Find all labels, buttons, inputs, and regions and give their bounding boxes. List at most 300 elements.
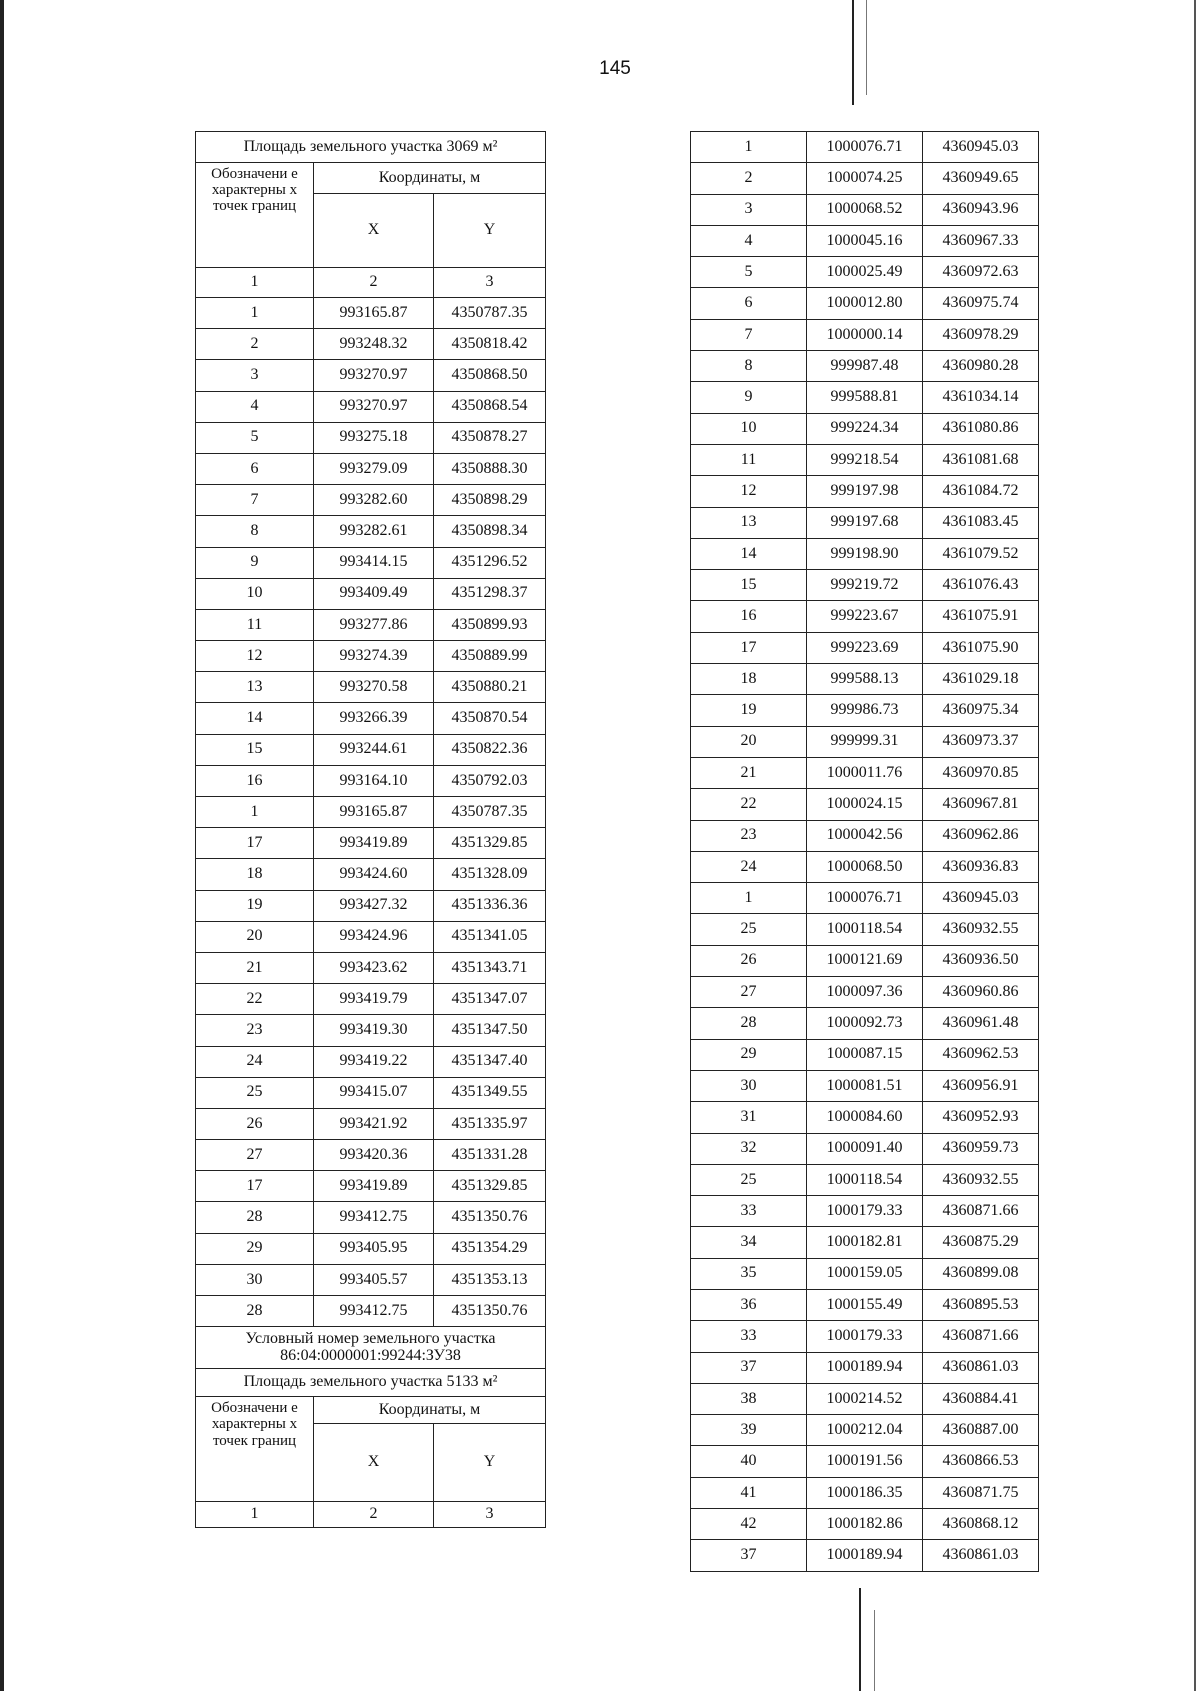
- x-header-2: X: [314, 1424, 434, 1502]
- x-value: 999588.13: [807, 664, 923, 695]
- x-value: 1000189.94: [807, 1352, 923, 1383]
- y-value: 4350792.03: [434, 765, 546, 796]
- point-number: 25: [691, 1164, 807, 1195]
- x-value: 993165.87: [314, 797, 434, 828]
- point-number: 17: [196, 828, 314, 859]
- x-value: 999197.68: [807, 507, 923, 538]
- coords-header-2: Координаты, м: [314, 1397, 546, 1424]
- table-row: [691, 1415, 1039, 1446]
- y-value: 4350868.50: [434, 360, 546, 391]
- point-number: 34: [691, 1227, 807, 1258]
- point-number: 18: [691, 664, 807, 695]
- point-number: 7: [196, 485, 314, 516]
- y-value: 4351296.52: [434, 547, 546, 578]
- x-value: 993424.60: [314, 859, 434, 890]
- scan-edge-bottom-right-2: [874, 1610, 875, 1691]
- y-value: 4360961.48: [923, 1008, 1039, 1039]
- coordinates-table-right: [690, 131, 1039, 1572]
- table-row: [691, 789, 1039, 820]
- y-value: 4350822.36: [434, 734, 546, 765]
- point-number: 32: [691, 1133, 807, 1164]
- x-value: 993270.97: [314, 391, 434, 422]
- point-number: 15: [691, 570, 807, 601]
- y-header: Y: [434, 194, 546, 268]
- x-value: 993412.75: [314, 1296, 434, 1327]
- x-value: 993424.96: [314, 921, 434, 952]
- point-number: 4: [196, 391, 314, 422]
- point-number: 1: [691, 883, 807, 914]
- x-value: 999223.67: [807, 601, 923, 632]
- x-value: 999987.48: [807, 351, 923, 382]
- x-value: 993164.10: [314, 765, 434, 796]
- x-value: 993421.92: [314, 1108, 434, 1139]
- y-value: 4360960.86: [923, 977, 1039, 1008]
- table-row: [691, 194, 1039, 225]
- x-value: 1000011.76: [807, 757, 923, 788]
- x-value: 993423.62: [314, 952, 434, 983]
- y-value: 4360943.96: [923, 194, 1039, 225]
- x-value: 1000087.15: [807, 1039, 923, 1070]
- table-row: [691, 1540, 1039, 1571]
- x-value: 999198.90: [807, 538, 923, 569]
- point-number: 17: [691, 632, 807, 663]
- x-value: 1000024.15: [807, 789, 923, 820]
- y-value: 4360970.85: [923, 757, 1039, 788]
- col-number: 3: [434, 268, 546, 298]
- point-number: 2: [691, 163, 807, 194]
- y-value: 4351328.09: [434, 859, 546, 890]
- point-number: 28: [691, 1008, 807, 1039]
- y-value: 4360980.28: [923, 351, 1039, 382]
- point-number: 30: [196, 1264, 314, 1295]
- table-row: [691, 1102, 1039, 1133]
- y-value: 4350880.21: [434, 672, 546, 703]
- point-number: 38: [691, 1383, 807, 1414]
- x-value: 993244.61: [314, 734, 434, 765]
- col-number-2: 1: [196, 1502, 314, 1528]
- point-number: 13: [691, 507, 807, 538]
- table-row: [691, 1289, 1039, 1320]
- table-row: [691, 288, 1039, 319]
- y-value: 4361034.14: [923, 382, 1039, 413]
- x-value: 999986.73: [807, 695, 923, 726]
- x-value: 999223.69: [807, 632, 923, 663]
- y-value: 4361080.86: [923, 413, 1039, 444]
- table-row: [691, 413, 1039, 444]
- scan-edge-right: [1194, 0, 1196, 1691]
- x-value: 1000045.16: [807, 225, 923, 256]
- table-row: [691, 1321, 1039, 1352]
- table-row: [196, 672, 546, 703]
- point-number: 1: [196, 298, 314, 329]
- y-value: 4360868.12: [923, 1509, 1039, 1540]
- point-number: 22: [196, 984, 314, 1015]
- table-row: [196, 360, 546, 391]
- point-number: 31: [691, 1102, 807, 1133]
- table-row: [691, 476, 1039, 507]
- table-row: [691, 1070, 1039, 1101]
- x-value: 1000179.33: [807, 1321, 923, 1352]
- y-value: 4350868.54: [434, 391, 546, 422]
- y-value: 4360945.03: [923, 883, 1039, 914]
- coords-header: Координаты, м: [314, 163, 546, 194]
- point-number: 13: [196, 672, 314, 703]
- point-number: 30: [691, 1070, 807, 1101]
- table-row: [691, 444, 1039, 475]
- point-number: 5: [691, 257, 807, 288]
- y-value: 4351331.28: [434, 1140, 546, 1171]
- y-value: 4350878.27: [434, 422, 546, 453]
- y-value: 4360899.08: [923, 1258, 1039, 1289]
- table-row: [691, 1509, 1039, 1540]
- table-row: [196, 1171, 546, 1202]
- table-row: [691, 257, 1039, 288]
- x-value: 1000025.49: [807, 257, 923, 288]
- table-row: [691, 1477, 1039, 1508]
- y-value: 4351350.76: [434, 1202, 546, 1233]
- point-number: 20: [691, 726, 807, 757]
- y-value: 4360871.75: [923, 1477, 1039, 1508]
- table-row: [691, 1258, 1039, 1289]
- table-row: [196, 641, 546, 672]
- point-number: 24: [196, 1046, 314, 1077]
- y-value: 4351329.85: [434, 1171, 546, 1202]
- x-value: 993414.15: [314, 547, 434, 578]
- x-value: 1000186.35: [807, 1477, 923, 1508]
- table-row: [691, 945, 1039, 976]
- point-number: 18: [196, 859, 314, 890]
- point-number: 1: [691, 132, 807, 163]
- x-value: 993427.32: [314, 890, 434, 921]
- table-row: [196, 952, 546, 983]
- table-row: [196, 1077, 546, 1108]
- point-number: 27: [196, 1140, 314, 1171]
- point-number: 25: [691, 914, 807, 945]
- table-row: [691, 1196, 1039, 1227]
- point-number: 4: [691, 225, 807, 256]
- table-row: [196, 1108, 546, 1139]
- point-number: 19: [196, 890, 314, 921]
- area-title-2: Площадь земельного участка 5133 м²: [196, 1369, 546, 1397]
- point-number: 3: [691, 194, 807, 225]
- y-value: 4360949.65: [923, 163, 1039, 194]
- y-value: 4361081.68: [923, 444, 1039, 475]
- y-value: 4361075.90: [923, 632, 1039, 663]
- y-value: 4360871.66: [923, 1321, 1039, 1352]
- y-value: 4360861.03: [923, 1540, 1039, 1571]
- x-value: 1000182.86: [807, 1509, 923, 1540]
- point-number: 3: [196, 360, 314, 391]
- table-row: [196, 1233, 546, 1264]
- point-number: 7: [691, 319, 807, 350]
- x-value: 1000068.50: [807, 851, 923, 882]
- x-value: 1000159.05: [807, 1258, 923, 1289]
- point-number: 14: [691, 538, 807, 569]
- y-value: 4360936.83: [923, 851, 1039, 882]
- scan-edge-bottom-right: [859, 1588, 861, 1691]
- point-number: 22: [691, 789, 807, 820]
- y-value: 4350870.54: [434, 703, 546, 734]
- point-number: 5: [196, 422, 314, 453]
- col-number-2: 3: [434, 1502, 546, 1528]
- point-number: 27: [691, 977, 807, 1008]
- x-value: 993412.75: [314, 1202, 434, 1233]
- table-row: [691, 507, 1039, 538]
- x-value: 1000189.94: [807, 1540, 923, 1571]
- x-value: 1000076.71: [807, 883, 923, 914]
- x-value: 999219.72: [807, 570, 923, 601]
- point-number: 10: [691, 413, 807, 444]
- y-value: 4351343.71: [434, 952, 546, 983]
- scan-edge-left: [0, 0, 4, 1691]
- y-value: 4361029.18: [923, 664, 1039, 695]
- x-value: 1000191.56: [807, 1446, 923, 1477]
- table-row: [691, 1164, 1039, 1195]
- y-value: 4360895.53: [923, 1289, 1039, 1320]
- x-value: 993409.49: [314, 578, 434, 609]
- point-number: 6: [691, 288, 807, 319]
- y-value: 4360962.53: [923, 1039, 1039, 1070]
- point-number: 37: [691, 1540, 807, 1571]
- x-value: 1000074.25: [807, 163, 923, 194]
- x-value: 1000084.60: [807, 1102, 923, 1133]
- x-value: 993277.86: [314, 609, 434, 640]
- y-value: 4360936.50: [923, 945, 1039, 976]
- x-value: 993274.39: [314, 641, 434, 672]
- y-value: 4361076.43: [923, 570, 1039, 601]
- x-value: 993248.32: [314, 329, 434, 360]
- table-row: [691, 664, 1039, 695]
- table-row: [196, 921, 546, 952]
- table-row: [196, 734, 546, 765]
- point-number: 28: [196, 1202, 314, 1233]
- table-row: [691, 914, 1039, 945]
- y-value: 4351341.05: [434, 921, 546, 952]
- point-number: 26: [196, 1108, 314, 1139]
- y-value: 4351298.37: [434, 578, 546, 609]
- x-value: 1000097.36: [807, 977, 923, 1008]
- x-value: 993419.22: [314, 1046, 434, 1077]
- table-row: [196, 298, 546, 329]
- table-row: [691, 225, 1039, 256]
- point-number: 29: [691, 1039, 807, 1070]
- point-number: 8: [196, 516, 314, 547]
- table-row: [196, 1296, 546, 1327]
- x-value: 993270.97: [314, 360, 434, 391]
- y-value: 4361083.45: [923, 507, 1039, 538]
- table-row: [196, 828, 546, 859]
- x-value: 1000118.54: [807, 1164, 923, 1195]
- table-row: [691, 1008, 1039, 1039]
- point-number: 12: [691, 476, 807, 507]
- point-number: 1: [196, 797, 314, 828]
- y-value: 4350898.29: [434, 485, 546, 516]
- table-row: [691, 1352, 1039, 1383]
- x-value: 993165.87: [314, 298, 434, 329]
- y-value: 4351347.40: [434, 1046, 546, 1077]
- table-row: [196, 1015, 546, 1046]
- y-value: 4360967.33: [923, 225, 1039, 256]
- x-value: 993419.79: [314, 984, 434, 1015]
- table-row: [196, 1140, 546, 1171]
- point-number: 20: [196, 921, 314, 952]
- y-value: 4360956.91: [923, 1070, 1039, 1101]
- y-value: 4360884.41: [923, 1383, 1039, 1414]
- y-value: 4360932.55: [923, 914, 1039, 945]
- point-number: 17: [196, 1171, 314, 1202]
- x-value: 993420.36: [314, 1140, 434, 1171]
- x-value: 1000214.52: [807, 1383, 923, 1414]
- x-value: 1000121.69: [807, 945, 923, 976]
- scan-edge-top-right-2: [866, 0, 867, 95]
- table-row: [691, 1039, 1039, 1070]
- table-row: [196, 609, 546, 640]
- x-value: 993279.09: [314, 453, 434, 484]
- point-number: 35: [691, 1258, 807, 1289]
- point-number: 11: [691, 444, 807, 475]
- x-value: 993266.39: [314, 703, 434, 734]
- y-value: 4360861.03: [923, 1352, 1039, 1383]
- designation-header-2: Обозначени е характерны х точек границ: [196, 1397, 314, 1502]
- point-number: 16: [196, 765, 314, 796]
- y-value: 4360866.53: [923, 1446, 1039, 1477]
- col-number: 2: [314, 268, 434, 298]
- x-value: 999588.81: [807, 382, 923, 413]
- x-value: 993405.95: [314, 1233, 434, 1264]
- point-number: 23: [691, 820, 807, 851]
- y-value: 4361084.72: [923, 476, 1039, 507]
- table-row: [691, 1227, 1039, 1258]
- point-number: 41: [691, 1477, 807, 1508]
- table-row: [691, 1383, 1039, 1414]
- point-number: 11: [196, 609, 314, 640]
- point-number: 2: [196, 329, 314, 360]
- y-value: 4360932.55: [923, 1164, 1039, 1195]
- point-number: 37: [691, 1352, 807, 1383]
- x-value: 1000179.33: [807, 1196, 923, 1227]
- table-row: [196, 765, 546, 796]
- point-number: 24: [691, 851, 807, 882]
- point-number: 29: [196, 1233, 314, 1264]
- point-number: 21: [691, 757, 807, 788]
- table-row: [196, 1202, 546, 1233]
- x-value: 993419.89: [314, 1171, 434, 1202]
- scan-edge-top-right: [852, 0, 854, 105]
- y-value: 4351335.97: [434, 1108, 546, 1139]
- col-number-2: 2: [314, 1502, 434, 1528]
- point-number: 15: [196, 734, 314, 765]
- point-number: 42: [691, 1509, 807, 1540]
- y-value: 4360973.37: [923, 726, 1039, 757]
- point-number: 25: [196, 1077, 314, 1108]
- point-number: 36: [691, 1289, 807, 1320]
- x-value: 1000012.80: [807, 288, 923, 319]
- table-row: [196, 984, 546, 1015]
- x-value: 993282.60: [314, 485, 434, 516]
- table-row: [691, 601, 1039, 632]
- x-value: 993270.58: [314, 672, 434, 703]
- designation-header: Обозначени е характерны х точек границ: [196, 163, 314, 268]
- x-value: 999197.98: [807, 476, 923, 507]
- y-header-2: Y: [434, 1424, 546, 1502]
- x-value: 993419.30: [314, 1015, 434, 1046]
- x-value: 993419.89: [314, 828, 434, 859]
- col-number: 1: [196, 268, 314, 298]
- table-row: [196, 890, 546, 921]
- x-value: 1000092.73: [807, 1008, 923, 1039]
- table-row: [691, 695, 1039, 726]
- table-row: [196, 578, 546, 609]
- table-row: [196, 516, 546, 547]
- table-row: [196, 1046, 546, 1077]
- x-value: 1000000.14: [807, 319, 923, 350]
- y-value: 4361075.91: [923, 601, 1039, 632]
- table-row: [691, 570, 1039, 601]
- y-value: 4350818.42: [434, 329, 546, 360]
- y-value: 4360978.29: [923, 319, 1039, 350]
- point-number: 10: [196, 578, 314, 609]
- point-number: 14: [196, 703, 314, 734]
- table-row: [196, 797, 546, 828]
- table-row: [691, 726, 1039, 757]
- page-number: 145: [599, 58, 631, 79]
- y-value: 4351336.36: [434, 890, 546, 921]
- y-value: 4360975.34: [923, 695, 1039, 726]
- point-number: 6: [196, 453, 314, 484]
- y-value: 4360959.73: [923, 1133, 1039, 1164]
- table-row: [196, 391, 546, 422]
- y-value: 4351353.13: [434, 1264, 546, 1295]
- table-row: [691, 757, 1039, 788]
- table-row: [196, 1264, 546, 1295]
- table-row: [691, 351, 1039, 382]
- x-value: 993282.61: [314, 516, 434, 547]
- point-number: 40: [691, 1446, 807, 1477]
- y-value: 4350898.34: [434, 516, 546, 547]
- point-number: 16: [691, 601, 807, 632]
- table-row: [691, 1446, 1039, 1477]
- coordinates-table-left: [195, 131, 546, 1528]
- y-value: 4351354.29: [434, 1233, 546, 1264]
- table-row: [196, 547, 546, 578]
- x-value: 1000155.49: [807, 1289, 923, 1320]
- y-value: 4351347.50: [434, 1015, 546, 1046]
- x-value: 1000081.51: [807, 1070, 923, 1101]
- x-value: 993275.18: [314, 422, 434, 453]
- y-value: 4360945.03: [923, 132, 1039, 163]
- point-number: 12: [196, 641, 314, 672]
- point-number: 8: [691, 351, 807, 382]
- y-value: 4360967.81: [923, 789, 1039, 820]
- table-row: [691, 851, 1039, 882]
- y-value: 4360952.93: [923, 1102, 1039, 1133]
- x-value: 1000118.54: [807, 914, 923, 945]
- point-number: 33: [691, 1321, 807, 1352]
- y-value: 4350889.99: [434, 641, 546, 672]
- table-row: [691, 883, 1039, 914]
- y-value: 4360887.00: [923, 1415, 1039, 1446]
- y-value: 4350899.93: [434, 609, 546, 640]
- table-row: [691, 1133, 1039, 1164]
- y-value: 4351329.85: [434, 828, 546, 859]
- table-row: [196, 329, 546, 360]
- point-number: 21: [196, 952, 314, 983]
- y-value: 4350787.35: [434, 797, 546, 828]
- area-title: Площадь земельного участка 3069 м²: [196, 132, 546, 163]
- y-value: 4360962.86: [923, 820, 1039, 851]
- x-value: 999218.54: [807, 444, 923, 475]
- point-number: 19: [691, 695, 807, 726]
